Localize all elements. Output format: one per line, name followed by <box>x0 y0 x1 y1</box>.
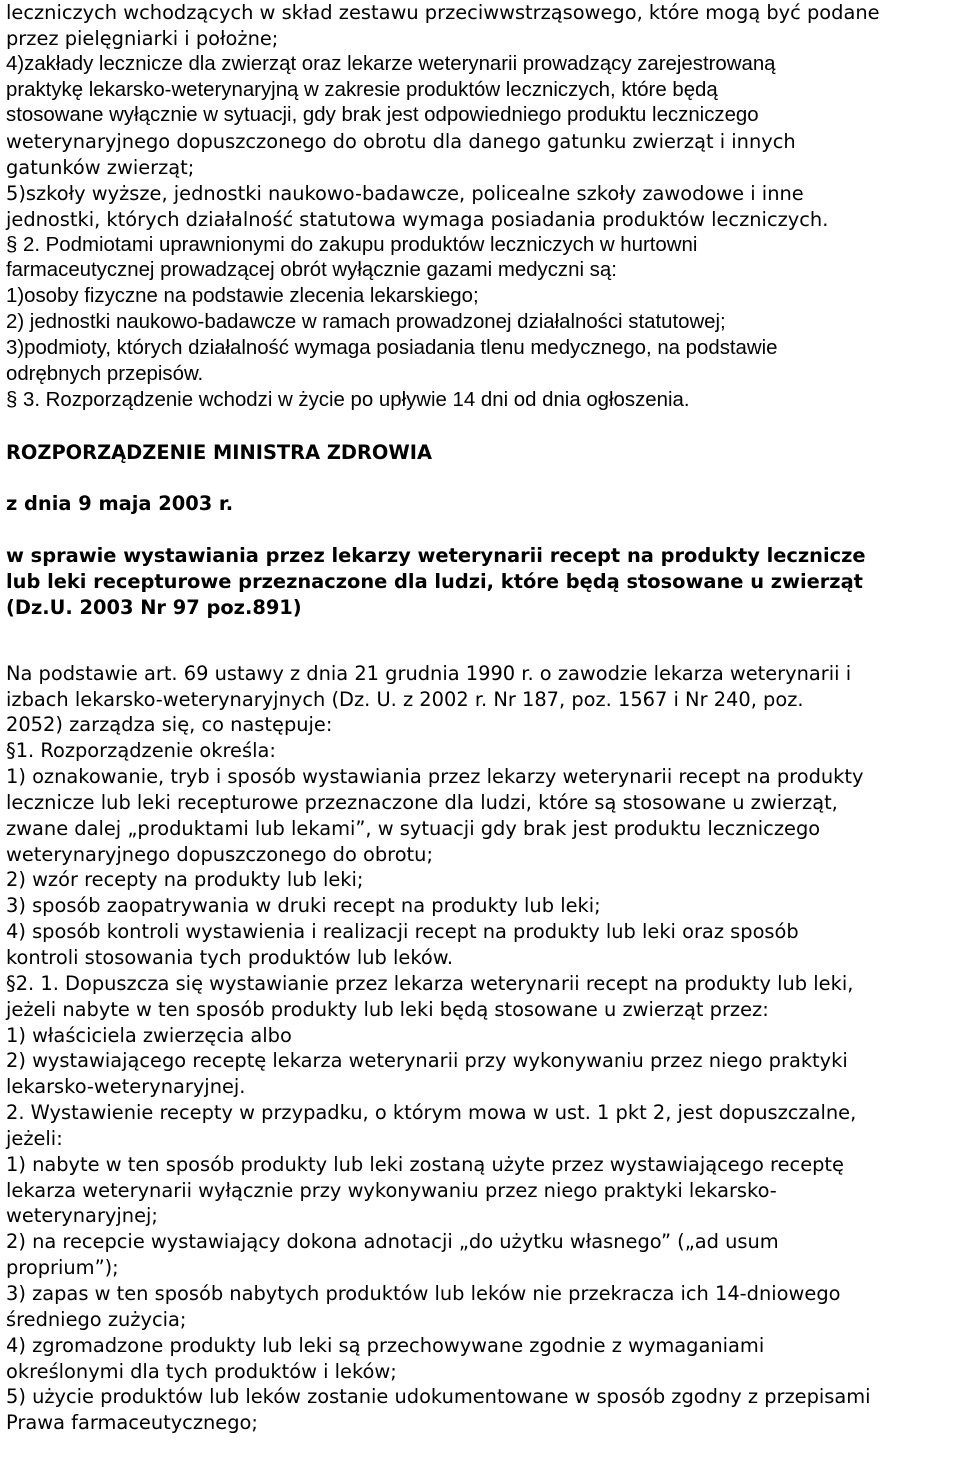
text-line: przez pielęgniarki i położne; <box>6 26 279 50</box>
text-line: 1) oznakowanie, tryb i sposób wystawiania przez lekarzy weterynarii recept na produkty <box>6 765 864 789</box>
text-line: weterynaryjnego dopuszczonego do obrotu dla danego gatunku zwierząt i innych <box>6 130 796 154</box>
text-line: 4)zakłady lecznicze dla zwierząt oraz lekarze weterynarii prowadzący zarejestrowaną <box>6 52 776 75</box>
text-line: 2) jednostki naukowo-badawcze w ramach prowadzonej działalności statutowej; <box>6 311 726 334</box>
text-line: 1) właściciela zwierzęcia albo <box>6 1023 292 1047</box>
text-line: proprium”); <box>6 1256 119 1280</box>
text-line: § 2. Podmiotami uprawnionymi do zakupu produktów leczniczych w hurtowni <box>6 233 698 256</box>
text-line: odrębnych przepisów. <box>6 362 204 385</box>
text-line: 3)podmioty, których działalność wymaga posiadania tlenu medycznego, na podstawie <box>6 336 778 359</box>
text-line: weterynaryjnego dopuszczonego do obrotu; <box>6 842 433 866</box>
text-line: 3) zapas w ten sposób nabytych produktów lub leków nie przekracza ich 14-dniowego <box>6 1281 841 1305</box>
regulation-subject-line: w sprawie wystawiania przez lekarzy weterynarii recept na produkty lecznicze <box>6 544 866 568</box>
regulation-date: z dnia 9 maja 2003 r. <box>6 492 234 516</box>
regulation-title: ROZPORZĄDZENIE MINISTRA ZDROWIA <box>6 440 433 464</box>
text-line: 2) wystawiającego receptę lekarza weterynarii przy wykonywaniu przez niego praktyki <box>6 1049 848 1073</box>
text-line: 4) zgromadzone produkty lub leki są przechowywane zgodnie z wymaganiami <box>6 1333 765 1357</box>
text-line: 4) sposób kontroli wystawienia i realizacji recept na produkty lub leki oraz sposób <box>6 920 799 944</box>
spacer <box>6 517 956 543</box>
regulation-subject-line: (Dz.U. 2003 Nr 97 poz.891) <box>6 595 302 619</box>
text-line: Na podstawie art. 69 ustawy z dnia 21 grudnia 1990 r. o zawodzie lekarza weterynarii i <box>6 661 852 685</box>
text-line: gatunków zwierząt; <box>6 156 195 180</box>
text-line: leczniczych wchodzących w skład zestawu przeciwwstrząsowego, które mogą być podane <box>6 1 880 24</box>
section-c <box>6 661 956 1436</box>
text-line: Prawa farmaceutycznego; <box>6 1411 258 1435</box>
document-page <box>6 0 956 1436</box>
text-line: jeżeli: <box>6 1126 63 1150</box>
text-line: izbach lekarsko-weterynaryjnych (Dz. U. z 2002 r. Nr 187, poz. 1567 i Nr 240, poz. <box>6 687 804 711</box>
section-a <box>6 0 956 129</box>
text-line: określonymi dla tych produktów i leków; <box>6 1359 397 1383</box>
regulation-heading <box>6 440 956 621</box>
text-line: jeżeli nabyte w ten sposób produkty lub leki będą stosowane u zwierząt przez: <box>6 997 769 1021</box>
text-line: jednostki, których działalność statutowa wymaga posiadania produktów leczniczych. <box>6 207 829 231</box>
text-line: lekarsko-weterynaryjnej. <box>6 1075 246 1099</box>
text-line: farmaceutycznej prowadzącej obrót wyłącznie gazami medyczni są: <box>6 259 617 282</box>
text-line: średniego zużycia; <box>6 1307 187 1331</box>
text-line: 5)szkoły wyższe, jednostki naukowo-badawcze, policealne szkoły zawodowe i inne <box>6 181 804 205</box>
spacer <box>6 465 956 491</box>
text-line: §2. 1. Dopuszcza się wystawianie przez lekarza weterynarii recept na produkty lub leki, <box>6 971 854 995</box>
regulation-subject-line: lub leki recepturowe przeznaczone dla ludzi, które będą stosowane u zwierząt <box>6 570 863 594</box>
text-line: 2052) zarządza się, co następuje: <box>6 713 333 737</box>
text-line: weterynaryjnej; <box>6 1204 158 1228</box>
text-line: 5) użycie produktów lub leków zostanie udokumentowane w sposób zgodny z przepisami <box>6 1385 871 1409</box>
text-line: praktykę lekarsko-weterynaryjną w zakresie produktów leczniczych, które będą <box>6 78 718 101</box>
spacer <box>6 621 956 661</box>
text-line: 2) na recepcie wystawiający dokona adnotacji „do użytku własnego” („ad usum <box>6 1230 779 1254</box>
text-line: §1. Rozporządzenie określa: <box>6 739 276 763</box>
text-line: zwane dalej „produktami lub lekami”, w sytuacji gdy brak jest produktu leczniczego <box>6 816 821 840</box>
spacer <box>6 414 956 440</box>
text-line: kontroli stosowania tych produktów lub leków. <box>6 946 453 969</box>
text-line: lecznicze lub leki recepturowe przeznaczone dla ludzi, które są stosowane u zwierząt, <box>6 790 838 814</box>
text-line: § 3. Rozporządzenie wchodzi w życie po upływie 14 dni od dnia ogłoszenia. <box>6 388 690 411</box>
text-line: 1) nabyte w ten sposób produkty lub leki zostaną użyte przez wystawiającego receptę <box>6 1152 844 1176</box>
text-line: 2) wzór recepty na produkty lub leki; <box>6 868 364 892</box>
text-line: 2. Wystawienie recepty w przypadku, o którym mowa w ust. 1 pkt 2, jest dopuszczalne, <box>6 1101 857 1125</box>
text-line: stosowane wyłącznie w sytuacji, gdy brak jest odpowiedniego produktu leczniczego <box>6 104 759 127</box>
text-line: 3) sposób zaopatrywania w druki recept na produkty lub leki; <box>6 894 601 918</box>
text-line: 1)osoby fizyczne na podstawie zlecenia lekarskiego; <box>6 285 479 308</box>
text-line: lekarza weterynarii wyłącznie przy wykonywaniu przez niego praktyki lekarsko- <box>6 1178 777 1202</box>
section-b <box>6 129 956 413</box>
